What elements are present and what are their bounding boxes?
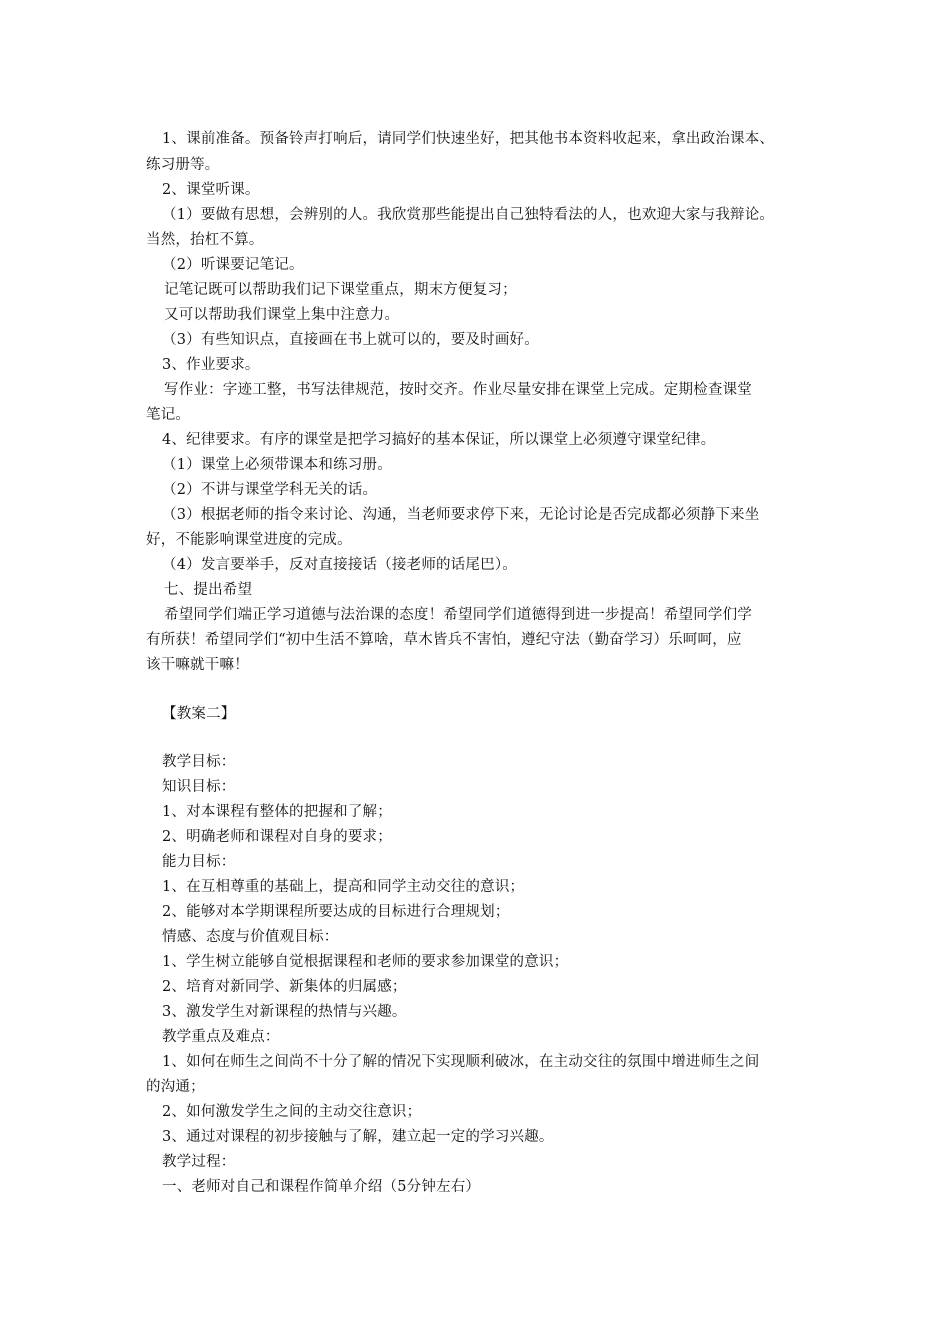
text-line: 好，不能影响课堂进度的完成。 — [146, 532, 352, 548]
text-line: 1、学生树立能够自觉根据课程和老师的要求参加课堂的意识； — [162, 954, 569, 970]
text-line: 有所获！希望同学们“初中生活不算啥，草木皆兵不害怕，遵纪守法（勤奋学习）乐呵呵，应 — [146, 632, 742, 648]
text-line: 记笔记既可以帮助我们记下课堂重点，期末方便复习； — [164, 282, 517, 298]
text-line: 教学目标： — [162, 754, 236, 770]
text-line: 教学重点及难点： — [162, 1029, 280, 1045]
text-line: 2、培育对新同学、新集体的归属感； — [162, 979, 407, 995]
text-line: 一、老师对自己和课程作简单介绍（5分钟左右） — [162, 1179, 481, 1195]
text-line: 1、如何在师生之间尚不十分了解的情况下实现顺利破冰，在主动交往的氛围中增进师生之间 — [162, 1054, 760, 1070]
section-heading: 【教案二】 — [162, 706, 236, 722]
text-line: 1、在互相尊重的基础上，提高和同学主动交往的意识； — [162, 879, 525, 895]
text-line: （2）不讲与课堂学科无关的话。 — [162, 482, 378, 498]
text-line: 又可以帮助我们课堂上集中注意力。 — [164, 307, 400, 323]
text-line: 2、明确老师和课程对自身的要求； — [162, 829, 392, 845]
text-line: 能力目标： — [162, 854, 236, 870]
text-line: 希望同学们端正学习道德与法治课的态度！希望同学们道德得到进一步提高！希望同学们学 — [164, 607, 752, 623]
text-line: 练习册等。 — [146, 157, 220, 173]
text-line: 2、课堂听课。 — [162, 182, 260, 198]
text-line: 2、如何激发学生之间的主动交往意识； — [162, 1104, 422, 1120]
text-line: （1）要做有思想，会辨别的人。我欣赏那些能提出自己独特看法的人，也欢迎大家与我辩论。 — [162, 207, 775, 223]
text-line: 的沟通； — [146, 1079, 205, 1095]
text-line: 3、作业要求。 — [162, 357, 260, 373]
text-line: 3、激发学生对新课程的热情与兴趣。 — [162, 1004, 407, 1020]
text-line: 知识目标： — [162, 779, 236, 795]
text-line: （4）发言要举手，反对直接接话（接老师的话尾巴）。 — [162, 557, 517, 573]
text-line: （3）有些知识点，直接画在书上就可以的，要及时画好。 — [162, 332, 539, 348]
text-line: 4、纪律要求。有序的课堂是把学习搞好的基本保证，所以课堂上必须遵守课堂纪律。 — [162, 432, 716, 448]
text-line: 当然，抬杠不算。 — [146, 232, 264, 248]
text-line: 教学过程： — [162, 1154, 236, 1170]
text-line: 2、能够对本学期课程所要达成的目标进行合理规划； — [162, 904, 510, 920]
text-line: 3、通过对课程的初步接触与了解，建立起一定的学习兴趣。 — [162, 1129, 554, 1145]
text-line: 写作业：字迹工整，书写法律规范，按时交齐。作业尽量安排在课堂上完成。定期检查课堂 — [164, 382, 752, 398]
text-line: （1）课堂上必须带课本和练习册。 — [162, 457, 392, 473]
text-line: 1、对本课程有整体的把握和了解； — [162, 804, 392, 820]
text-line: 该干嘛就干嘛！ — [146, 657, 249, 673]
text-line: 1、课前准备。预备铃声打响后，请同学们快速坐好，把其他书本资料收起来，拿出政治课本、 — [162, 131, 775, 147]
text-line: 笔记。 — [146, 407, 191, 423]
text-line: 情感、态度与价值观目标： — [162, 929, 339, 945]
text-line: （2）听课要记笔记。 — [162, 257, 304, 273]
text-line: （3）根据老师的指令来讨论、沟通，当老师要求停下来，无论讨论是否完成都必须静下来坐 — [162, 507, 760, 523]
text-line: 七、提出希望 — [164, 582, 253, 598]
